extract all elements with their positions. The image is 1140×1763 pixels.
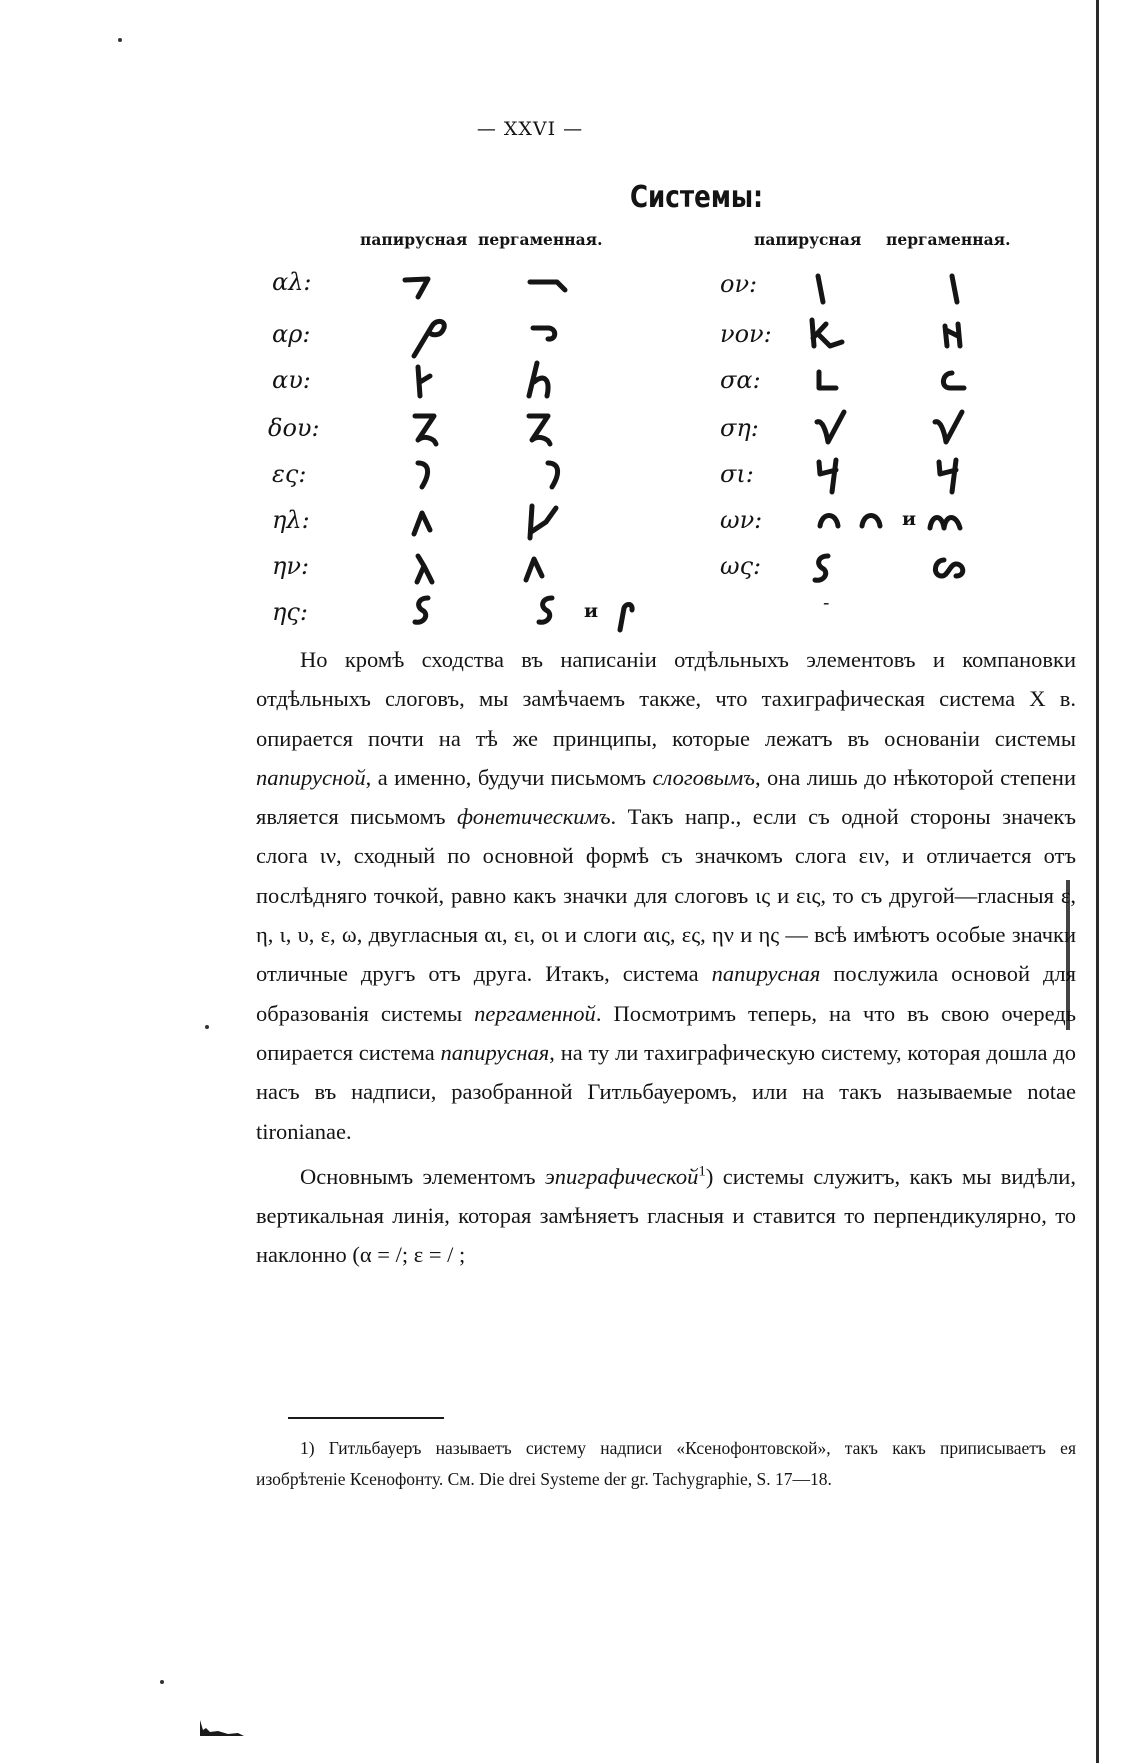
caret-sign-icon bbox=[522, 554, 546, 584]
syllable-label: νον: bbox=[720, 320, 772, 348]
stroke-hook-sign-icon bbox=[412, 364, 436, 400]
text-run: , а именно, будучи письмомъ bbox=[365, 764, 653, 790]
text-run: , она лишь до нѣкоторой степени является письмомъ bbox=[256, 764, 1076, 830]
caret-sign-icon bbox=[410, 508, 434, 538]
text-run: Но кромѣ сходства въ написаніи отдѣльныхъ элементовъ и компановки отдѣльныхъ слоговъ, мы замѣчаемъ также, что тахиграфическая система X в. опирается почти на тѣ же принципы, которые лежатъ въ основаніи системы bbox=[256, 647, 1076, 751]
syllable-label: αυ: bbox=[272, 366, 311, 394]
y-hook-sign-icon bbox=[934, 456, 964, 496]
syllable-label: ηλ: bbox=[272, 506, 310, 534]
syllable-label: σι: bbox=[720, 460, 754, 488]
column-header-parchment-right: пергаменная. bbox=[886, 230, 1011, 249]
conjunction-and: и bbox=[584, 600, 599, 622]
lambda-sign-icon bbox=[412, 552, 438, 586]
main-text bbox=[256, 640, 1076, 1275]
column-header-parchment-left: пергаменная. bbox=[478, 230, 603, 249]
page-number: — XXVI — bbox=[476, 118, 584, 140]
syllable-label: αρ: bbox=[272, 320, 311, 348]
italic-term: слоговымъ bbox=[652, 764, 755, 790]
n-hook-sign-icon bbox=[940, 318, 966, 350]
syllable-label: ην: bbox=[272, 552, 310, 580]
h-shaped-sign-icon bbox=[525, 360, 555, 400]
italic-term: эпиграфической bbox=[544, 1163, 699, 1189]
m-shaped-sign-icon bbox=[926, 508, 966, 532]
double-loop-sign-icon bbox=[930, 556, 970, 580]
syllable-label: ων: bbox=[720, 506, 763, 534]
text-run: . Такъ напр., если съ одной стороны значекъ слога ιν, сходный по основной формѣ съ значкомъ слога ειν, и отличается отъ послѣдняго точкой, равно какъ значки для слоговъ ις и εις, то съ другой—гласныя ε, η, ι, υ, ε, ω, двугласныя αι, ει, οι и слоги αις, ες, ην и ης — всѣ имѣютъ особые значки отличные другъ отъ друга. Итакъ, система bbox=[256, 804, 1076, 987]
syllable-label: αλ: bbox=[272, 268, 312, 296]
page-title: Системы: bbox=[630, 180, 764, 215]
scan-speck bbox=[160, 1680, 164, 1684]
y-hook-sign-icon bbox=[814, 456, 844, 496]
kappa-hook-sign-icon bbox=[806, 316, 846, 352]
italic-term: пергаменной bbox=[474, 1000, 596, 1026]
hook-dash-sign-icon bbox=[527, 276, 569, 296]
syllable-label: ως: bbox=[720, 552, 762, 580]
conjunction-and: и bbox=[902, 508, 917, 530]
s-curve-sign-icon bbox=[810, 552, 834, 586]
text-run: послужила основой для образованія системы bbox=[256, 961, 1076, 1026]
paragraph-2 bbox=[256, 1157, 1076, 1275]
syllable-label: ες: bbox=[272, 460, 307, 488]
hook-sign-icon bbox=[614, 600, 636, 632]
text-run: Основнымъ элементомъ bbox=[300, 1163, 545, 1189]
column-header-papyrus-left: папирусная bbox=[360, 230, 468, 249]
column-header-papyrus-right: папирусная bbox=[754, 230, 862, 249]
italic-term: фонетическимъ bbox=[457, 804, 611, 830]
l-corner-sign-icon bbox=[814, 368, 840, 394]
slanted-rho-sign-icon bbox=[410, 316, 450, 360]
syllable-label: δου: bbox=[268, 414, 320, 442]
zeta-curl-sign-icon bbox=[410, 410, 442, 448]
table-dash: - bbox=[823, 592, 830, 614]
turned-seven-sign-icon bbox=[402, 276, 432, 300]
arch-sign-icon bbox=[816, 508, 844, 530]
s-curve-sign-icon bbox=[534, 594, 558, 628]
text-run: . Посмотримъ теперь, на что въ свою очередь опирается система bbox=[256, 1000, 1076, 1065]
syllable-label: ης: bbox=[272, 598, 308, 626]
paragraph-1 bbox=[256, 640, 1076, 1151]
footnote bbox=[256, 1433, 1076, 1495]
v-loop-sign-icon bbox=[812, 408, 848, 448]
footnote-text: 1) Гитльбауеръ называетъ систему надписи «Ксенофонтовской», такъ какъ приписываетъ ея изобрѣтеніе Ксенофонту. См. Die drei Systeme der gr. Tachygraphie, S. 17—18. bbox=[256, 1438, 1076, 1489]
s-curve-sign-icon bbox=[410, 594, 434, 628]
small-hook-sign-icon bbox=[530, 322, 560, 344]
zeta-curl-sign-icon bbox=[524, 410, 556, 448]
closing-bracket-sign-icon bbox=[414, 458, 434, 492]
page-edge-line bbox=[1096, 0, 1099, 1763]
syllable-label: σα: bbox=[720, 366, 761, 394]
text-run: , на ту ли тахиграфическую систему, которая дошла до насъ въ надписи, разобранной Гитльбауеромъ, или на такъ называемые notae tironianae. bbox=[256, 1039, 1076, 1144]
closing-bracket-sign-icon bbox=[544, 458, 564, 492]
syllable-label: ση: bbox=[720, 414, 759, 442]
text-run: ) системы служитъ, какъ мы видѣли, вертикальная линія, которая замѣняетъ гласныя и ставится то перпендикулярно, то наклонно (α = /; ε = / ; bbox=[256, 1163, 1076, 1268]
vertical-stroke-sign-icon bbox=[814, 272, 828, 306]
italic-term: папирусная bbox=[440, 1039, 550, 1065]
scan-speck bbox=[205, 1025, 209, 1029]
mu-shaped-sign-icon bbox=[526, 502, 562, 542]
footnote-divider bbox=[288, 1417, 444, 1419]
italic-term: папирусной bbox=[256, 764, 366, 790]
ink-blot bbox=[198, 1718, 246, 1738]
c-hook-sign-icon bbox=[936, 368, 968, 394]
syllable-label: ον: bbox=[720, 270, 758, 298]
vertical-stroke-sign-icon bbox=[948, 272, 962, 306]
italic-term: папирусная bbox=[711, 961, 821, 987]
footnote-reference: 1 bbox=[698, 1163, 706, 1180]
scan-speck bbox=[118, 38, 122, 42]
v-loop-sign-icon bbox=[930, 408, 966, 448]
arch-sign-icon bbox=[858, 508, 886, 530]
